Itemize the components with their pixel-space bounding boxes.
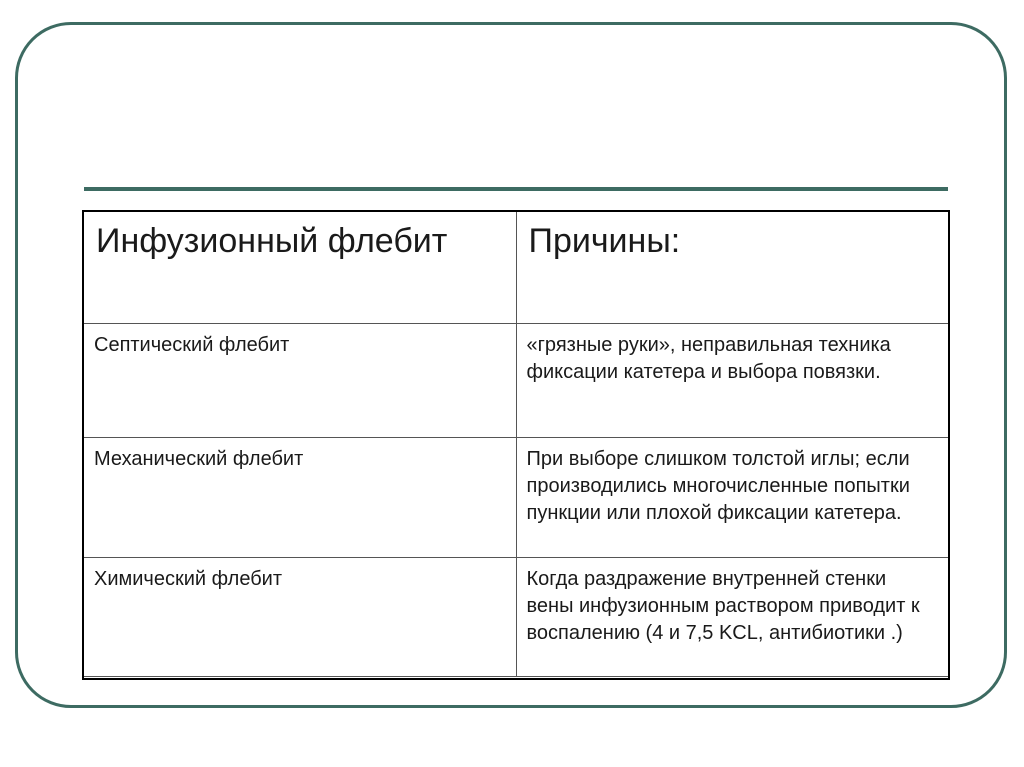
phlebitis-causes-table: [83, 211, 949, 677]
title-divider: [84, 187, 948, 191]
table-row: [84, 558, 949, 677]
cell-phlebitis-type: Химический флебит: [84, 558, 517, 677]
table-row: [84, 324, 949, 438]
cell-phlebitis-cause: Когда раздражение внутренней стенки вены инфузионным раствором приводит к воспалению (4 и 7,5 KCL, антибиотики .): [516, 558, 949, 677]
cell-phlebitis-cause: При выборе слишком толстой иглы; если производились многочисленные попытки пункции или плохой фиксации катетера.: [516, 438, 949, 558]
header-cell-type: Инфузионный флебит: [84, 212, 517, 324]
header-cell-causes: Причины:: [516, 212, 949, 324]
cell-phlebitis-type: Септический флебит: [84, 324, 517, 438]
cell-phlebitis-type: Механический флебит: [84, 438, 517, 558]
table-header-row: [84, 212, 949, 324]
cell-phlebitis-cause: «грязные руки», неправильная техника фиксации катетера и выбора повязки.: [516, 324, 949, 438]
table-row: [84, 438, 949, 558]
